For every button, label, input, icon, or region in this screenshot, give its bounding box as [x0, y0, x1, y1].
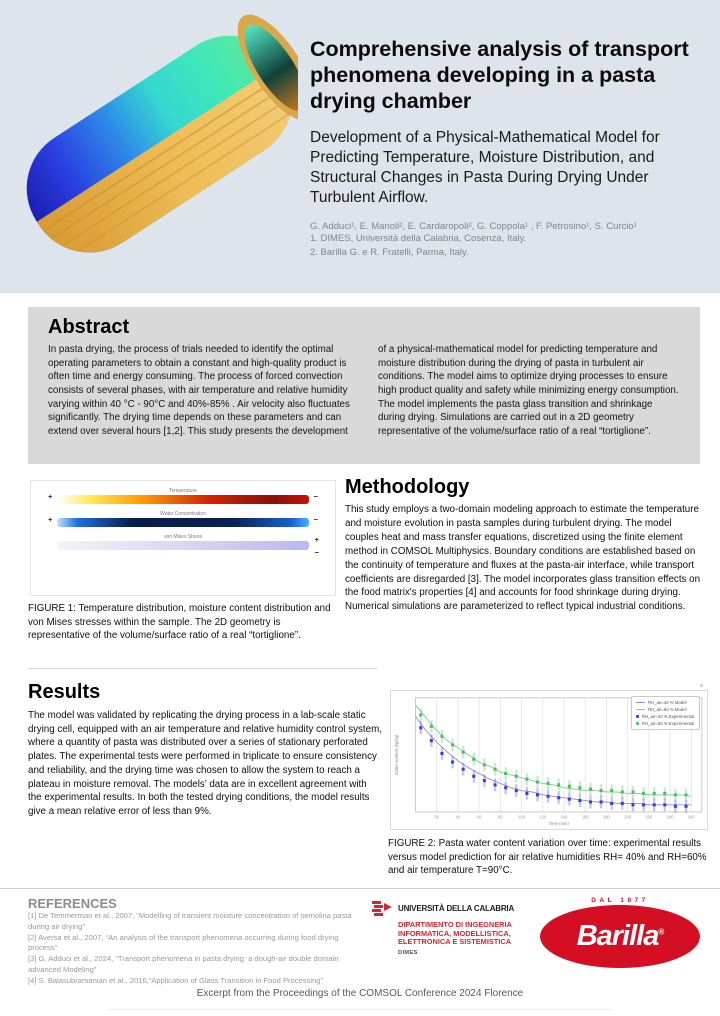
abstract-heading: Abstract [48, 316, 130, 338]
minus-sign: − [313, 492, 318, 501]
minus-sign: − [313, 515, 318, 524]
svg-text:200: 200 [624, 814, 632, 820]
footer-edge-line [108, 1009, 612, 1010]
legend-swatch [636, 715, 639, 718]
references-section [28, 896, 366, 986]
svg-text:180: 180 [603, 814, 610, 820]
barilla-ellipse [540, 905, 700, 968]
pasta-simulation-image [0, 2, 298, 288]
figure2-legend [631, 696, 700, 730]
reference-item: [2] Aversa et al., 2007, “An analysis of the transport phenomena occurring during food drying process” [28, 932, 339, 953]
unical-dimes: DIMES [398, 950, 418, 957]
unical-name: UNIVERSITÀ DELLA CALABRIA [398, 904, 515, 913]
affiliation-1: 1. DIMES, Università della Calabria, Cosenza, Italy. [310, 233, 527, 245]
svg-text:60: 60 [476, 814, 482, 820]
svg-text:160: 160 [581, 814, 589, 820]
barilla-logo [540, 897, 700, 968]
affiliation-2: 2. Barilla G. e R. Fratelli, Parma, Italy. [310, 247, 469, 259]
plus-sign: + [48, 515, 53, 524]
svg-text:40: 40 [455, 814, 461, 820]
footer-text: Excerpt from the Proceedings of the COMSOL Conference 2024 Florence [196, 988, 524, 999]
svg-text:80: 80 [498, 814, 503, 820]
svg-text:100: 100 [518, 814, 525, 820]
svg-text:20: 20 [434, 814, 439, 820]
legend-label: RH_air=60 % Experimental [642, 721, 694, 726]
legend-label: RH_air=40 % Experimental [642, 714, 694, 719]
legend-swatch [636, 702, 645, 703]
abstract-column-1: In pasta drying, the process of trials needed to identify the optimal operating parameters to obtain a constant and high-quality product is often time and energy consuming. The process of forced convection consists of several phases, with air temperature and relative humidity varying within 40 °C - 90°C and 40%-85% . Air velocity also fluctuates significantly. The drying time depends on these parameters and can extend over several hours [1,2]. This study presents the development [48, 344, 350, 437]
left-column-divider [28, 668, 378, 669]
figure2-panel [390, 690, 708, 830]
svg-text:240: 240 [666, 814, 674, 820]
colorbar-label: Water Concentration [160, 511, 206, 517]
bottom-divider [0, 888, 720, 889]
legend-label: RH_air=60 % Model [648, 707, 687, 712]
colorbar-row [47, 511, 319, 529]
legend-swatch [636, 722, 639, 725]
reference-item: [1] De Temmerman et al., 2007, “Modelling of transient moisture concentration of semolina pasta during air drying” [28, 911, 352, 931]
colorbar-gradient [57, 518, 309, 527]
abstract-column-2: of a physical-mathematical model for predicting temperature and moisture distribution during the drying of pasta in turbulent air conditions. The model aims to optimize drying processes to ensure high product quality and safety while minimizing energy consumption. The model implements the pasta glass transition and shrinkage during drying. Simulations are carried out in a 2D geometry representative of the volume/surface ratio of a real “tortiglione”. [378, 344, 679, 437]
abstract-section [28, 307, 700, 464]
barilla-dal-1877: DAL 1877 [591, 897, 649, 904]
colorbar-gradient [57, 495, 309, 504]
colorbar-label: von Mises Stress [163, 534, 203, 540]
plus-sign: + [48, 492, 53, 501]
poster-title: Comprehensive analysis of transport phenomena developing in a pasta drying chamber [310, 37, 689, 114]
legend-item [636, 720, 694, 727]
barilla-wordmark: Barilla® [576, 920, 664, 952]
figure1-colorbars [47, 488, 319, 557]
legend-item [636, 713, 694, 720]
methodology-section [345, 476, 707, 614]
legend-label: RH_air=40 % Model [648, 700, 687, 705]
results-section [28, 681, 382, 819]
colorbar-label: Temperature [168, 488, 198, 494]
header-band [0, 0, 720, 293]
svg-text:220: 220 [645, 814, 653, 820]
authors-line: G. Adduci¹, E. Manoli², E. Cardaropoli², G. Coppola¹ , F. Petrosino¹, S. Curcio¹ [310, 221, 637, 233]
results-body: The model was validated by replicating the drying process in a lab-scale static drying cell, equipped with an air temperature and relative humidity control system, where a quantity of pasta was distributed over a series of stationary perforated plates. The experimental tests were performed in triplicate to ensure consistency and reliability, and the drying time was chosen to allow the system to reach a plateau in moisture removal. The models’ data are in excellent agreement with the experimental results. In both the tested drying conditions, the model results give a mean relative error of less than 9%. [28, 710, 382, 817]
figure1-panel [30, 480, 336, 596]
figure1-caption: FIGURE 1: Temperature distribution, moisture content distribution and von Mises stresses within the sample. The 2D geometry is representative of the volume/surface ratio of a real “tortiglione”. [28, 603, 331, 642]
figure2-caption: FIGURE 2: Pasta water content variation over time: experimental results versus model prediction for air relative humidities RH= 40% and RH=60% and air temperature T=90°C. [388, 838, 707, 877]
svg-text:140: 140 [560, 814, 568, 820]
title-block [310, 36, 708, 261]
svg-text:120: 120 [539, 814, 547, 820]
legend-swatch [636, 709, 645, 710]
colorbar-gradient [57, 541, 309, 550]
results-heading: Results [28, 681, 101, 703]
methodology-heading: Methodology [345, 476, 470, 498]
references-list [28, 911, 366, 986]
unical-logo [372, 901, 540, 956]
colorbar-row [47, 534, 319, 557]
minus-sign: − [314, 547, 319, 557]
svg-text:Time (min): Time (min) [548, 821, 569, 827]
colorbar-row [47, 488, 319, 506]
svg-text:Water content (kg/kg): Water content (kg/kg) [394, 734, 400, 776]
unical-department: DIPARTIMENTO DI INGEGNERIA INFORMATICA, MODELLISTICA, ELETTRONICA E SISTEMISTICA [398, 920, 512, 947]
registered-mark: ® [658, 927, 664, 937]
reference-item: [4] S. Balasubramanian et al., 2016,“Application of Glass Transition in Food Processing” [28, 975, 324, 985]
poster-subtitle: Development of a Physical-Mathematical Model for Predicting Temperature, Moisture Distribution, and Structural Changes in Pasta During Drying Under Turbulent Airflow. [310, 128, 660, 207]
legend-item [636, 699, 694, 706]
unical-books-icon [372, 901, 393, 918]
reference-item: [3] G. Adduci et al., 2024, “Transport phenomena in pasta drying: a dough-air double domain advanced Modeling” [28, 954, 339, 974]
figure2-corner-icon: + [699, 681, 704, 690]
methodology-body: This study employs a two-domain modeling approach to estimate the temperature and moisture evolution in pasta samples during turbulent drying. The model couples heat and mass transfer equations, discretized using the finite element method in COMSOL Multiphysics. Boundary conditions are established based on the continuity of temperature and fluxes at the pasta-air interface, while transport coefficients are disregarded [3]. The model incorporates glass transition effects on the food matrix's properties [4] and accounts for food shrinkage during drying. Numerical simulations are parameterized to reflect typical industrial conditions. [345, 504, 701, 613]
legend-item [636, 706, 694, 713]
plus-sign: + [314, 535, 319, 544]
references-heading: REFERENCES [28, 896, 117, 911]
svg-text:260: 260 [687, 814, 695, 820]
